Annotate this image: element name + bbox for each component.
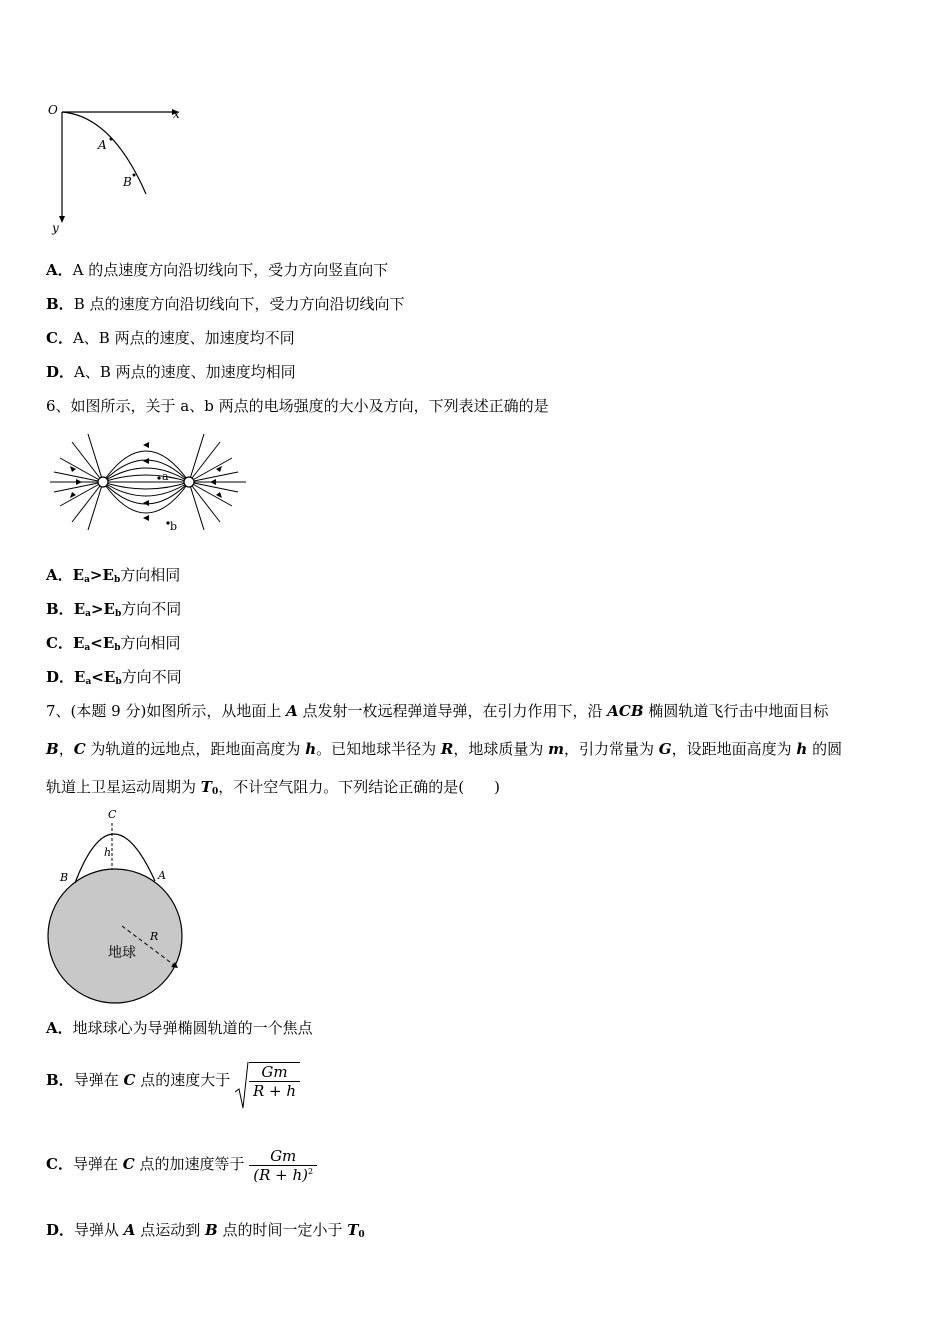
q6-option-a: A．$E_a>E_b$方向相同: [46, 566, 181, 585]
q6-option-b: B．$E_a>E_b$方向不同: [46, 600, 182, 619]
electric-field-figure: [46, 428, 250, 538]
q7-stem-line2: B，C 为轨道的远地点，距地面高度为 h。已知地球半径为 R，地球质量为 m，引力常量为 G，设距地面高度为 h 的圆: [46, 740, 843, 758]
orbit-label-h: h: [104, 846, 112, 859]
label-y: y: [52, 221, 59, 235]
earth-label: 地球: [108, 945, 136, 961]
field-label-a: a: [162, 470, 169, 483]
q7-option-c: C．导弹在 C 点的加速度等于 $\frac{Gm}{(R + h)^2}$: [46, 1136, 317, 1192]
q7-stem-line1: 7、(本题 9 分)如图所示，从地面上 A 点发射一枚远程弹道导弹，在引力作用下，沿 ACB 椭圆轨道飞行击中地面目标: [46, 702, 829, 720]
q5-option-d: D．A、B 两点的速度、加速度均相同: [46, 363, 296, 381]
q5-option-a: A．A 的点速度方向沿切线向下，受力方向竖直向下: [46, 261, 389, 279]
earth-orbit-figure: [44, 806, 194, 1010]
orbit-label-c: C: [108, 808, 117, 821]
q6-option-d: D．$E_a<E_b$方向不同: [46, 668, 182, 687]
orbit-label-a: A: [158, 869, 166, 882]
orbit-label-b: B: [60, 871, 69, 884]
label-a: A: [98, 138, 107, 152]
sqrt-expression: $\frac{Gm}{R + h}$: [235, 1062, 300, 1100]
field-label-b: b: [170, 520, 178, 533]
label-o: O: [48, 103, 58, 117]
orbit-label-r: R: [150, 930, 159, 943]
q6-stem: 6、如图所示，关于 a、b 两点的电场强度的大小及方向，下列表述正确的是: [46, 397, 549, 415]
q7-stem-line3: 轨道上卫星运动周期为 $T_0$，不计空气阻力。下列结论正确的是( ): [46, 778, 500, 797]
q6-option-c: C．$E_a<E_b$方向相同: [46, 634, 181, 653]
label-x: x: [173, 107, 180, 121]
projectile-figure: [40, 98, 190, 240]
q5-option-b: B．B 点的速度方向沿切线向下，受力方向沿切线向下: [46, 295, 405, 313]
q7-option-b: B．导弹在 C 点的速度大于 $\frac{Gm}{R + h}$: [46, 1054, 300, 1106]
q5-option-c: C．A、B 两点的速度、加速度均不同: [46, 329, 295, 347]
label-b: B: [123, 175, 132, 189]
q7-option-a: A．地球球心为导弹椭圆轨道的一个焦点: [46, 1019, 313, 1037]
q7-option-d: D．导弹从 A 点运动到 B 点的时间一定小于 $T_0$: [46, 1221, 365, 1240]
